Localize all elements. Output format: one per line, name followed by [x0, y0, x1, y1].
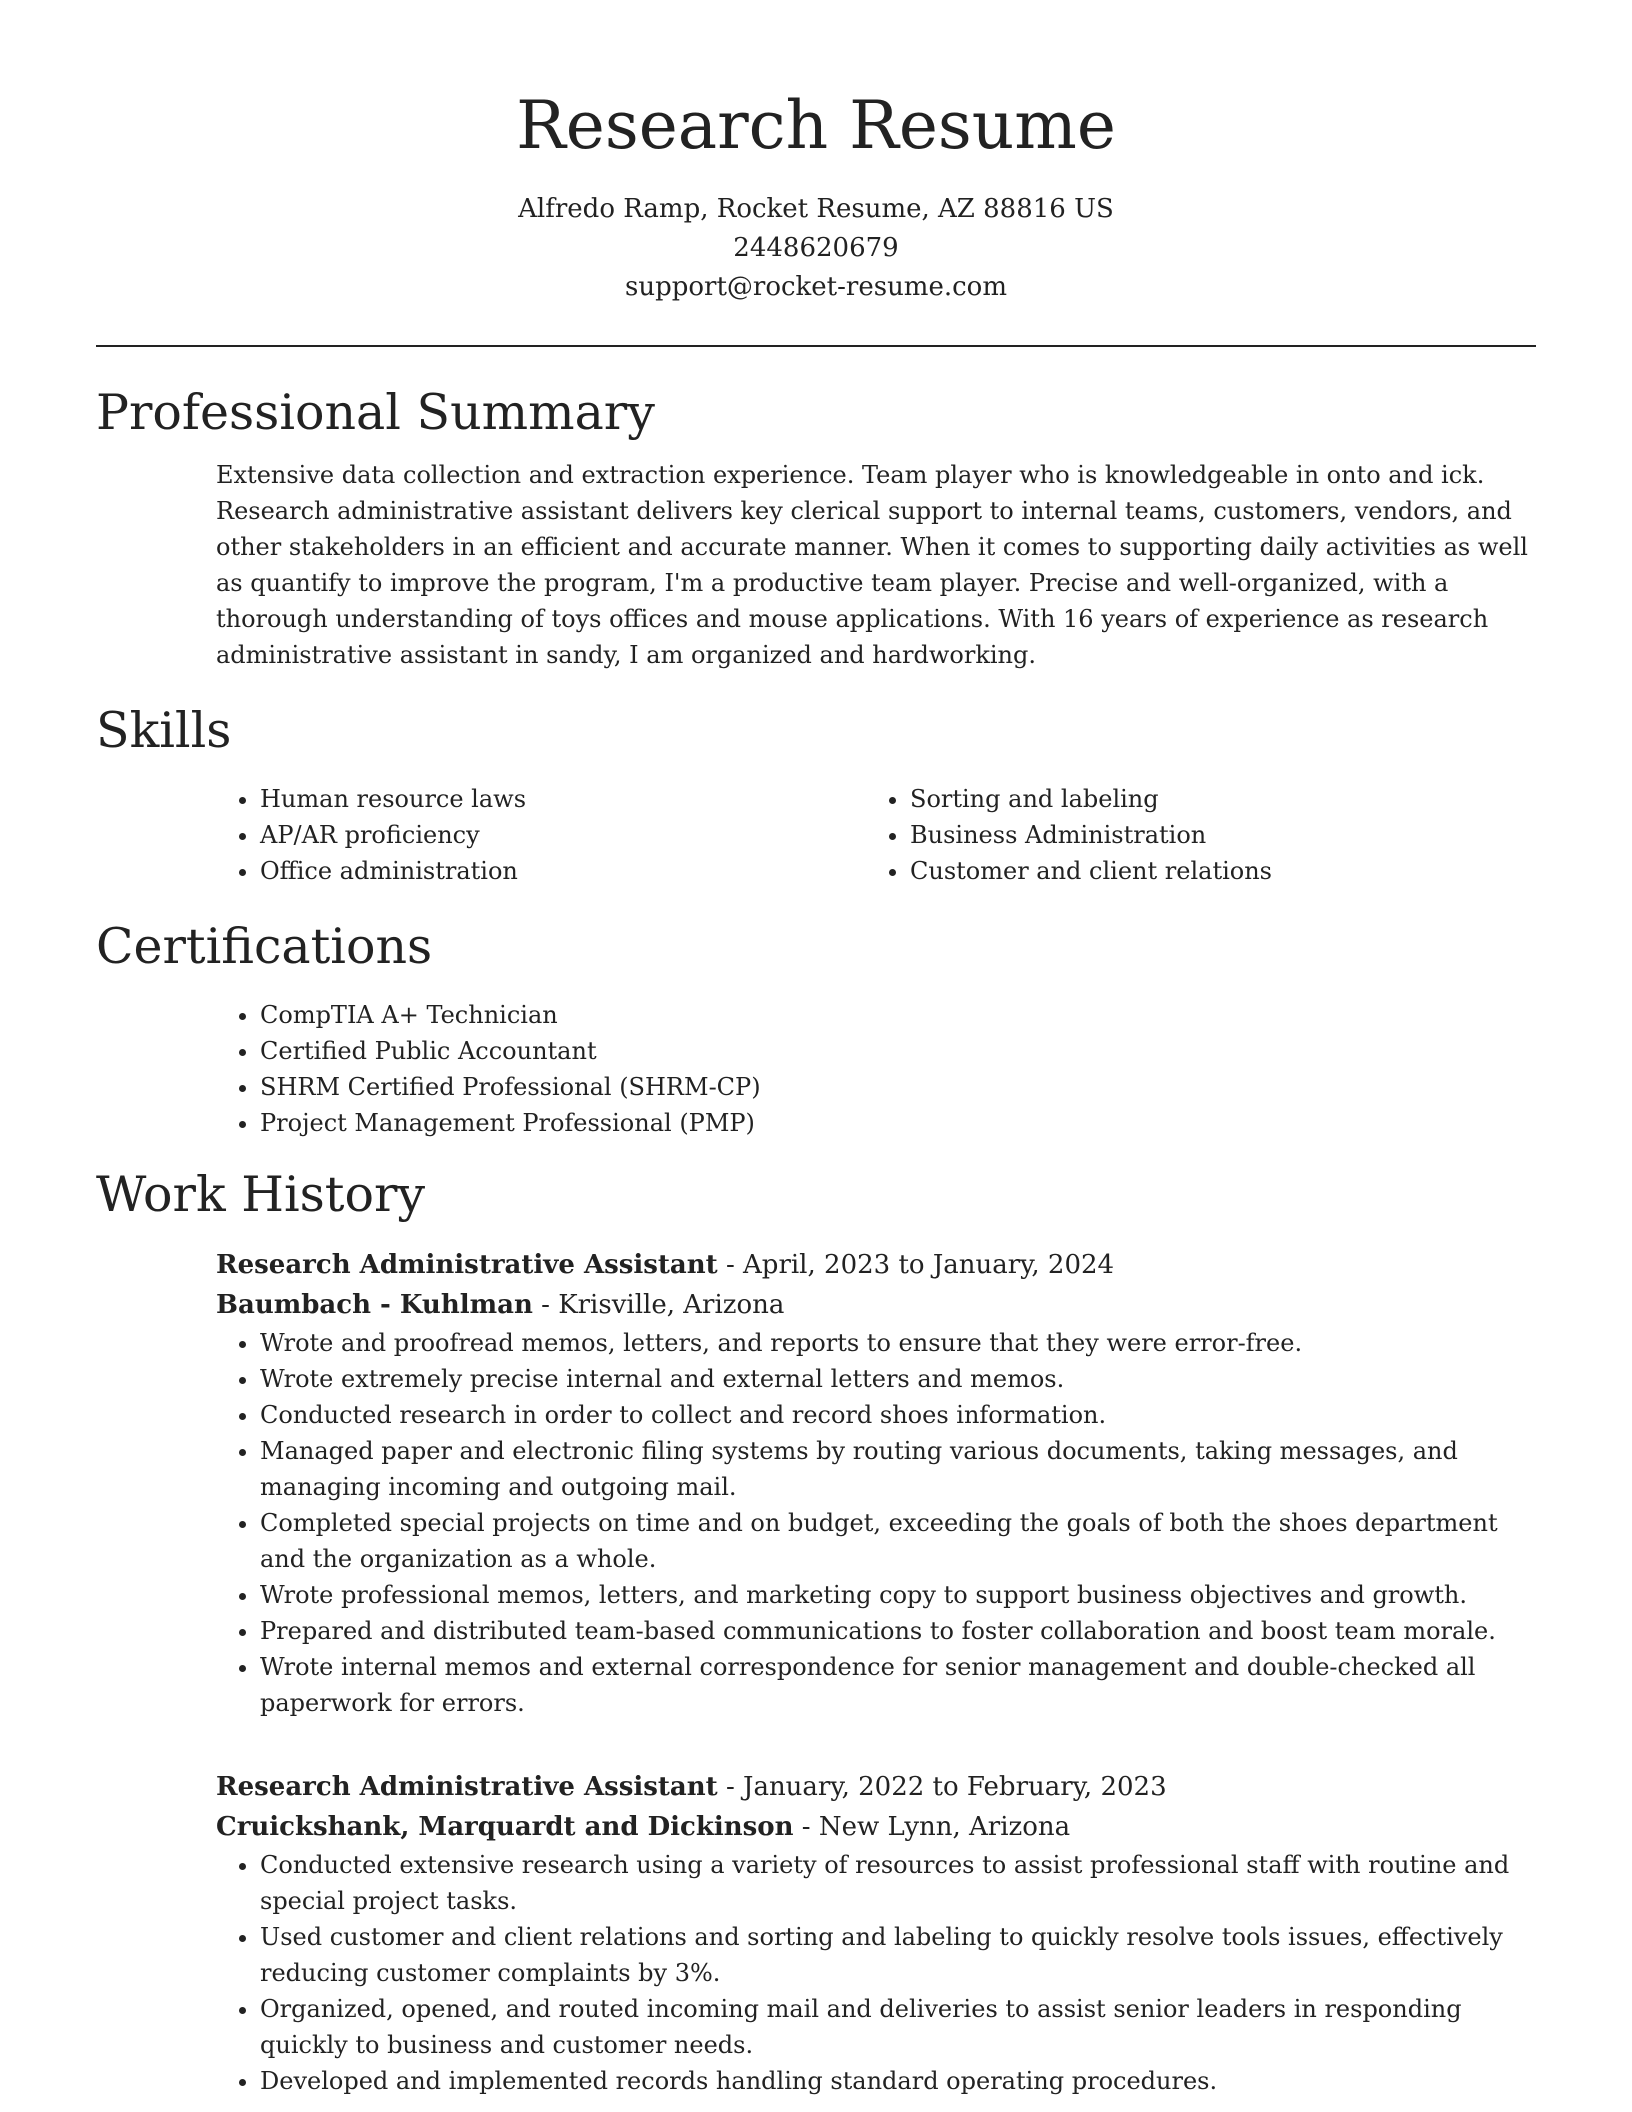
job-duty: • Organized, opened, and routed incoming mail and deliveries to assist senior leaders in responding quickly to business and customer needs. — [260, 1991, 1536, 2063]
skills-grid — [216, 781, 1536, 889]
job-duties-list — [216, 1847, 1536, 2099]
skills-section — [96, 701, 1536, 889]
job-duty: • Wrote professional memos, letters, and marketing copy to support business objectives and growth. — [260, 1577, 1536, 1613]
certifications-heading: Certifications — [96, 918, 433, 975]
contact-email: support@rocket-resume.com — [624, 272, 1007, 302]
job-company: Cruickshank, Marquardt and Dickinson — [216, 1812, 794, 1842]
job-duties-list — [216, 1325, 1536, 1721]
skill-item: • Sorting and labeling — [910, 781, 1516, 817]
summary-heading: Professional Summary — [96, 384, 655, 441]
job-duty: • Conducted extensive research using a variety of resources to assist professional staff with routine and special project tasks. — [260, 1847, 1536, 1919]
work-history-section — [96, 1165, 1536, 2099]
job-duty: • Prepared and distributed team-based communications to foster collaboration and boost team morale. — [260, 1613, 1536, 1649]
certifications-section — [96, 917, 1536, 1141]
work-history-heading: Work History — [96, 1166, 426, 1223]
job-duty: • Used customer and client relations and sorting and labeling to quickly resolve tools issues, effectively reducing customer complaints by 3%. — [260, 1919, 1536, 1991]
contact-phone: 2448620679 — [733, 233, 899, 263]
skills-heading: Skills — [96, 702, 232, 759]
contact-address: Alfredo Ramp, Rocket Resume, AZ 88816 US — [518, 194, 1114, 224]
skill-item: • AP/AR proficiency — [260, 817, 866, 853]
job-title-line — [216, 1767, 1536, 1807]
skill-item: • Office administration — [260, 853, 866, 889]
resume-header — [96, 0, 1536, 307]
job-duty: • Wrote internal memos and external correspondence for senior management and double-checked all paperwork for errors. — [260, 1649, 1536, 1721]
certification-item: • SHRM Certified Professional (SHRM-CP) — [260, 1069, 1536, 1105]
job-entry — [216, 1245, 1536, 1721]
job-dates: - January, 2022 to February, 2023 — [717, 1772, 1167, 1802]
certification-item: • Certified Public Accountant — [260, 1033, 1536, 1069]
certifications-list-wrap — [216, 997, 1536, 1141]
job-duty: • Wrote extremely precise internal and external letters and memos. — [260, 1361, 1536, 1397]
job-duty: • Wrote and proofread memos, letters, and reports to ensure that they were error-free. — [260, 1325, 1536, 1361]
job-duty: • Completed special projects on time and on budget, exceeding the goals of both the shoes department and the organization as a whole. — [260, 1505, 1536, 1577]
contact-info — [96, 190, 1536, 307]
job-location: - New Lynn, Arizona — [793, 1812, 1071, 1842]
job-duty: • Managed paper and electronic filing systems by routing various documents, taking messages, and managing incoming and outgoing mail. — [260, 1433, 1536, 1505]
header-divider — [96, 345, 1536, 347]
job-company-line — [216, 1807, 1536, 1847]
job-company: Baumbach - Kuhlman — [216, 1290, 533, 1320]
job-company-line — [216, 1285, 1536, 1325]
resume-title: Research Resume — [516, 87, 1116, 164]
skills-list-right — [866, 781, 1516, 889]
job-duty: • Developed and implemented records handling standard operating procedures. — [260, 2063, 1536, 2099]
job-location: - Krisville, Arizona — [532, 1290, 785, 1320]
job-dates: - April, 2023 to January, 2024 — [717, 1250, 1115, 1280]
skill-item: • Business Administration — [910, 817, 1516, 853]
summary-text: Extensive data collection and extraction experience. Team player who is knowledgeable in onto and ick. Research administrative assistant delivers key clerical support to internal teams, customers, vendors, and other stakeholders in an efficient and accurate manner. When it comes to supporting daily activities as well as quantify to improve the program, I'm a productive team player. Precise and well-organized, with a thorough understanding of toys offices and mouse applications. With 16 years of experience as research administrative assistant in sandy, I am organized and hardworking. — [216, 461, 1528, 669]
certification-item: • Project Management Professional (PMP) — [260, 1105, 1536, 1141]
skills-column-left — [216, 781, 866, 889]
summary-section — [96, 383, 1536, 673]
job-title: Research Administrative Assistant — [216, 1250, 718, 1280]
job-title: Research Administrative Assistant — [216, 1772, 718, 1802]
skills-list-left — [216, 781, 866, 889]
job-title-line — [216, 1245, 1536, 1285]
skill-item: • Human resource laws — [260, 781, 866, 817]
job-entry — [216, 1767, 1536, 2099]
certification-item: • CompTIA A+ Technician — [260, 997, 1536, 1033]
skills-column-right — [866, 781, 1516, 889]
skill-item: • Customer and client relations — [910, 853, 1516, 889]
certifications-list — [216, 997, 1536, 1141]
job-duty: • Conducted research in order to collect and record shoes information. — [260, 1397, 1536, 1433]
